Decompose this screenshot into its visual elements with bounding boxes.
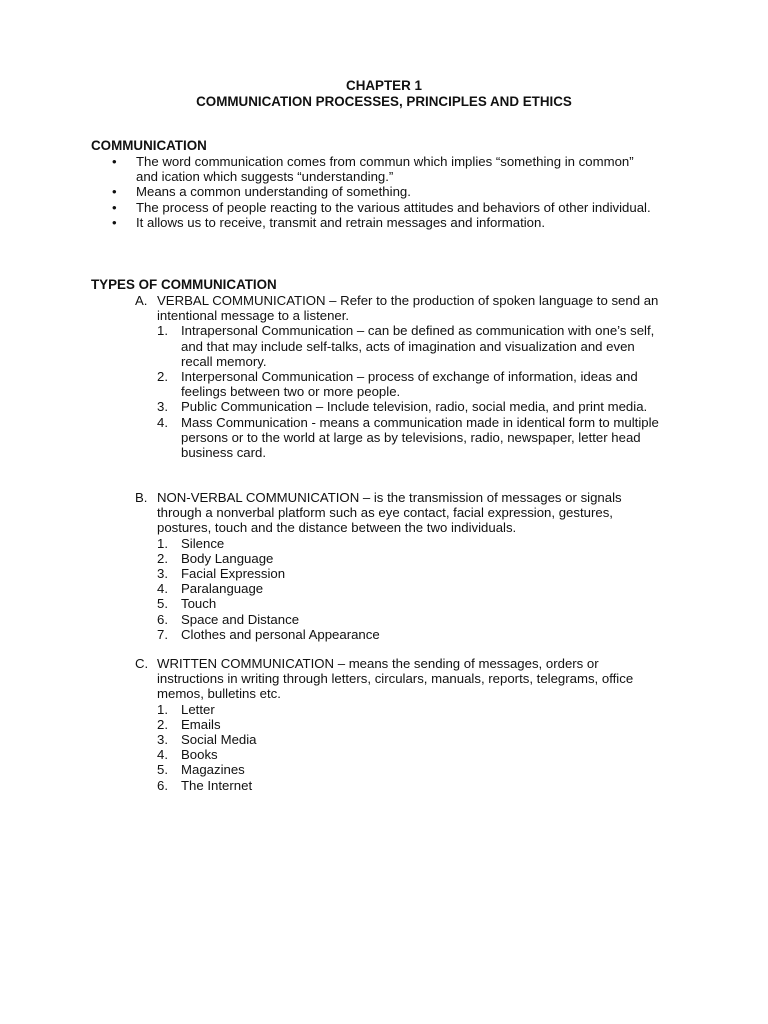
list-item <box>112 215 672 230</box>
list-number: 5. <box>157 762 168 778</box>
list-item <box>112 184 672 199</box>
list-text: Clothes and personal Appearance <box>181 626 380 642</box>
chapter-subtitle: COMMUNICATION PROCESSES, PRINCIPLES AND ETHICS <box>196 94 572 109</box>
list-number: 2. <box>157 716 168 732</box>
list-item <box>157 612 680 627</box>
list-number: 4. <box>157 747 168 763</box>
bullet-icon: • <box>112 214 117 230</box>
list-item <box>157 536 680 551</box>
list-number: 6. <box>157 611 168 627</box>
non-verbal-sublist <box>135 536 680 642</box>
list-number: 5. <box>157 596 168 612</box>
list-item <box>157 702 680 717</box>
list-number: 4. <box>157 581 168 597</box>
list-number: 2. <box>157 550 168 566</box>
list-item <box>157 551 680 566</box>
list-item <box>157 596 680 611</box>
bullet-text: Means a common understanding of something. <box>136 184 411 200</box>
list-number: 7. <box>157 626 168 642</box>
list-text: Paralanguage <box>181 581 264 597</box>
list-text: The Internet <box>181 777 253 793</box>
list-number: 1. <box>157 535 168 551</box>
type-heading <box>135 293 679 323</box>
bullet-icon: • <box>112 184 117 200</box>
list-item <box>157 762 680 777</box>
chapter-title: CHAPTER 1 <box>346 78 422 93</box>
list-item <box>157 717 680 732</box>
list-text: Emails <box>181 716 221 732</box>
list-text: Books <box>181 747 218 763</box>
list-text: Intrapersonal Communication – can be defined as communication with one’s self, and that may include self-talks, acts of imagination and visualization and even recall memory. <box>181 323 655 369</box>
list-number: 6. <box>157 777 168 793</box>
type-letter: B. <box>135 490 148 505</box>
list-number: 3. <box>157 732 168 748</box>
communication-heading: COMMUNICATION <box>91 138 207 153</box>
type-text: VERBAL COMMUNICATION – Refer to the production of spoken language to send an intentional message to a listener. <box>157 293 659 324</box>
list-text: Letter <box>181 701 215 717</box>
list-item <box>157 627 680 642</box>
verbal-communication-block <box>135 293 680 460</box>
bullet-icon: • <box>112 154 117 169</box>
list-number: 1. <box>157 701 168 717</box>
list-item <box>157 732 680 747</box>
type-heading <box>135 656 667 702</box>
verbal-sublist <box>135 323 680 460</box>
type-heading <box>135 490 669 536</box>
list-item <box>157 399 671 414</box>
list-text: Social Media <box>181 732 257 748</box>
list-item <box>112 200 676 215</box>
bullet-text: The word communication comes from commun which implies “something in common” and ication which suggests “understanding.” <box>136 154 634 185</box>
list-text: Silence <box>181 535 225 551</box>
type-letter: A. <box>135 293 148 308</box>
type-text: NON-VERBAL COMMUNICATION – is the transmission of messages or signals through a nonverbal platform such as eye contact, facial expression, gestures, postures, touch and the distance between the two individuals. <box>157 490 622 536</box>
written-sublist <box>135 702 680 793</box>
bullet-icon: • <box>112 199 117 215</box>
list-text: Body Language <box>181 550 274 566</box>
list-text: Touch <box>181 596 217 612</box>
types-heading: TYPES OF COMMUNICATION <box>91 277 277 292</box>
list-number: 3. <box>157 566 168 582</box>
bullet-text: It allows us to receive, transmit and retrain messages and information. <box>136 214 545 230</box>
list-item <box>157 778 680 793</box>
list-text: Facial Expression <box>181 566 286 582</box>
list-item <box>157 323 657 369</box>
list-item <box>157 369 681 399</box>
bullet-text: The process of people reacting to the various attitudes and behaviors of other individual. <box>136 199 651 215</box>
list-item <box>112 154 656 184</box>
type-text: WRITTEN COMMUNICATION – means the sending of messages, orders or instructions in writing through letters, circulars, manuals, reports, telegrams, office memos, bulletins etc. <box>157 656 634 702</box>
list-item <box>157 581 680 596</box>
communication-bullet-list <box>112 154 672 230</box>
type-letter: C. <box>135 656 149 671</box>
list-text: Interpersonal Communication – process of exchange of information, ideas and feelings between two or more people. <box>181 369 638 400</box>
non-verbal-communication-block <box>135 490 680 642</box>
list-text: Magazines <box>181 762 245 778</box>
list-number: 2. <box>157 369 168 385</box>
list-text: Public Communication – Include television, radio, social media, and print media. <box>181 399 648 415</box>
list-number: 4. <box>157 414 168 430</box>
list-number: 3. <box>157 399 168 415</box>
list-item <box>157 747 680 762</box>
list-item <box>157 566 680 581</box>
list-text: Space and Distance <box>181 611 300 627</box>
list-item <box>157 415 681 461</box>
list-text: Mass Communication - means a communication made in identical form to multiple persons or to the world at large as by televisions, radio, newspaper, letter head business card. <box>181 414 659 461</box>
written-communication-block <box>135 656 680 793</box>
list-number: 1. <box>157 323 168 339</box>
